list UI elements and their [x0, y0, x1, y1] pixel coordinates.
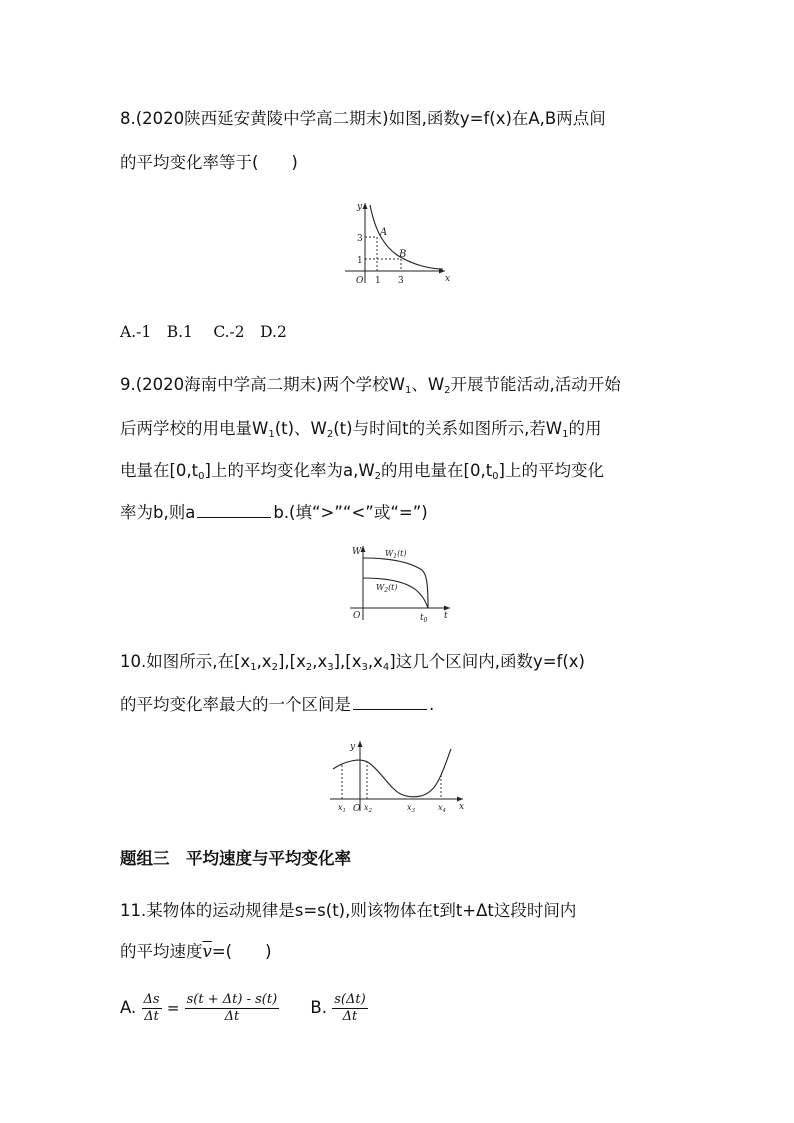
q9-w-label: W: [352, 547, 362, 557]
q8-tick-x3: 3: [398, 276, 404, 286]
q11-options: A. $\frac{\Delta s}{\Delta t}$ = $\frac{s(t + \Delta t) - s(t)}{\Delta t}$ B. $\frac{s(\Delta t)}{\Delta t}$: [120, 992, 366, 1024]
q11-opt-b-frac: $\frac{s(\Delta t)}{\Delta t}$: [334, 992, 366, 1024]
q8-tick-x1: 1: [375, 276, 381, 286]
q9-t0-label: $t_0$: [420, 613, 428, 624]
q8-y-label: y: [357, 202, 363, 212]
q10-y-label: y: [350, 742, 356, 752]
q10-x3-label: $x_3$: [407, 803, 416, 814]
q10-x-arrow: [457, 797, 463, 802]
q8-x-label: x: [445, 274, 451, 284]
q8-origin-label: O: [356, 276, 364, 286]
q10-line1: 10.如图所示,在$[x_1,x_2],[x_2,x_3],[x_3,x_4]$这几个区间内,函数y=f(x): [120, 652, 585, 673]
q9-line1: 9.(2020海南中学高二期末)两个学校$W_1$、$W_2$开展节能活动,活动开始: [120, 375, 621, 396]
q9-w2-label: $W_2(t)$: [376, 583, 398, 594]
q9-line2: 后两学校的用电量$W_1(t)$、$W_2(t)$与时间t的关系如图所示,若$W_1$的用: [120, 419, 602, 440]
q8-y-arrow: [363, 203, 368, 209]
q9-line4: 率为b,则a b.(填“>”“<”或“=”): [120, 503, 428, 522]
q9-t-label: t: [444, 611, 448, 621]
q9-t-arrow: [444, 606, 450, 611]
q10-curve: [333, 749, 451, 797]
q11-vbar: $\overline{v}$: [202, 942, 212, 961]
q10-figure: [325, 735, 470, 817]
q10-answer-blank[interactable]: [353, 695, 427, 710]
q9-answer-blank[interactable]: [197, 503, 271, 518]
q11-opt-a-frac2: $\frac{s(t + \Delta t) - s(t)}{\Delta t}$: [186, 992, 278, 1024]
q9-w1-label: $W_1(t)$: [385, 549, 407, 560]
q9-origin-label: O: [353, 611, 361, 621]
q10-x-label: x: [459, 802, 465, 812]
q10-y-arrow: [358, 741, 363, 747]
q10-x1-label: $x_1$: [338, 803, 347, 814]
q8-point-b-label: B: [399, 249, 407, 260]
q10-origin-label: O: [353, 804, 361, 814]
q11-line1: 11.某物体的运动规律是s=s(t),则该物体在t到t+Δt这段时间内: [120, 901, 577, 920]
q8-options: A.-1 B.1 C.-2 D.2: [120, 323, 287, 341]
q11-line2: 的平均速度$\overline{v}=$( ): [120, 942, 272, 961]
q8-point-a-label: A: [380, 227, 388, 238]
q10-line2: 的平均变化率最大的一个区间是 .: [120, 695, 435, 714]
q10-x2-label: $x_2$: [364, 803, 373, 814]
q11-opt-a-frac1: $\frac{\Delta s}{\Delta t}$: [143, 992, 160, 1024]
section-heading: 题组三 平均速度与平均变化率: [120, 849, 351, 868]
q8-line2: 的平均变化率等于( ): [120, 153, 298, 172]
q9-line3: 电量在$[0,t_0]$上的平均变化率为$a,W_2$的用电量在$[0,t_0]$上的平均变化: [120, 461, 604, 482]
q8-figure: [335, 195, 455, 290]
q8-tick-y3: 3: [357, 234, 363, 244]
q10-x4-label: $x_4$: [438, 803, 447, 814]
q8-line1: 8.(2020陕西延安黄陵中学高二期末)如图,函数y=f(x)在A,B两点间: [120, 109, 606, 128]
q9-figure: [340, 540, 455, 625]
q8-tick-y1: 1: [357, 256, 363, 266]
